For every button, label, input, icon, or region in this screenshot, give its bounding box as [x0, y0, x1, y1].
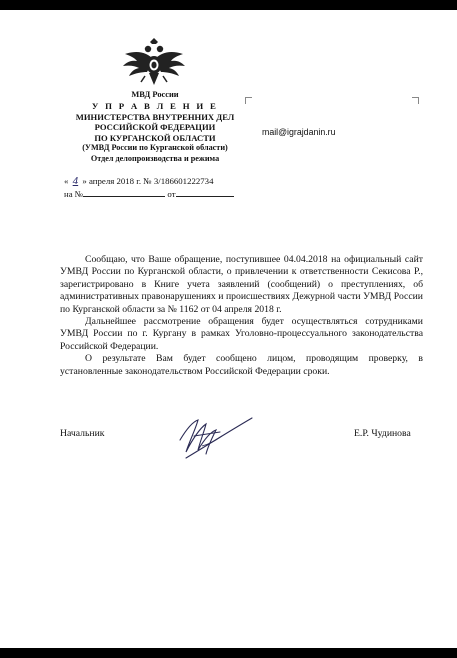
- handwritten-day: 4: [72, 175, 79, 187]
- department-title: У П Р А В Л Е Н И Е: [91, 101, 219, 111]
- ministry-short-name: МВД России: [131, 90, 179, 99]
- reference-line: [64, 188, 234, 199]
- ref-na-label: на №: [64, 189, 84, 199]
- recipient-email: mail@igrajdanin.ru: [262, 127, 336, 137]
- handwritten-signature: [176, 410, 256, 466]
- address-corner-mark: [245, 97, 252, 104]
- signatory-position: Начальник: [60, 428, 105, 439]
- ref-date-blank: [176, 188, 234, 197]
- letterhead-line: (УМВД России по Курганской области): [82, 143, 228, 152]
- letterhead-line: Отдел делопроизводства и режима: [90, 153, 220, 163]
- ref-number-blank: [83, 188, 165, 197]
- body-paragraph: Дальнейшее рассмотрение обращения будет осуществляться сотрудниками УМВД России по г. Кургану в рамках Уголовно-процессуального законодательства Российской Федерации.: [60, 316, 423, 352]
- address-corner-mark: [412, 97, 419, 104]
- body-paragraph: Сообщаю, что Ваше обращение, поступившее 04.04.2018 на официальный сайт УМВД России по Курганской области, о привлечении к ответственности Секисова Р., зарегистрировано в Книге учета заявлений (сообщений) о преступлениях, об административных правонарушениях и происшествиях Дежурной части УМВД России по Курганской области за № 1162 от 04 апреля 2018 г.: [60, 254, 423, 315]
- scan-top-border: [0, 0, 457, 10]
- outgoing-date-number: [64, 175, 213, 187]
- signatory-name: Е.Р. Чудинова: [354, 428, 411, 439]
- date-open-quote: «: [64, 176, 69, 186]
- letter-body: [60, 254, 423, 378]
- letterhead-line: ПО КУРГАНСКОЙ ОБЛАСТИ: [94, 132, 216, 143]
- scan-bottom-border: [0, 648, 457, 658]
- ref-ot-label: от: [167, 189, 176, 199]
- letterhead-line: РОССИЙСКОЙ ФЕДЕРАЦИИ: [94, 122, 216, 132]
- date-close-quote: »: [82, 176, 87, 186]
- letterhead-line: МИНИСТЕРСТВА ВНУТРЕННИХ ДЕЛ: [75, 111, 235, 122]
- body-paragraph: О результате Вам будет сообщено лицом, проводящим проверку, в установленные законодательством Российской Федерации сроки.: [60, 353, 423, 377]
- double-headed-eagle-emblem-icon: [121, 38, 187, 90]
- date-and-number: апреля 2018 г. № 3/186601222734: [89, 176, 214, 186]
